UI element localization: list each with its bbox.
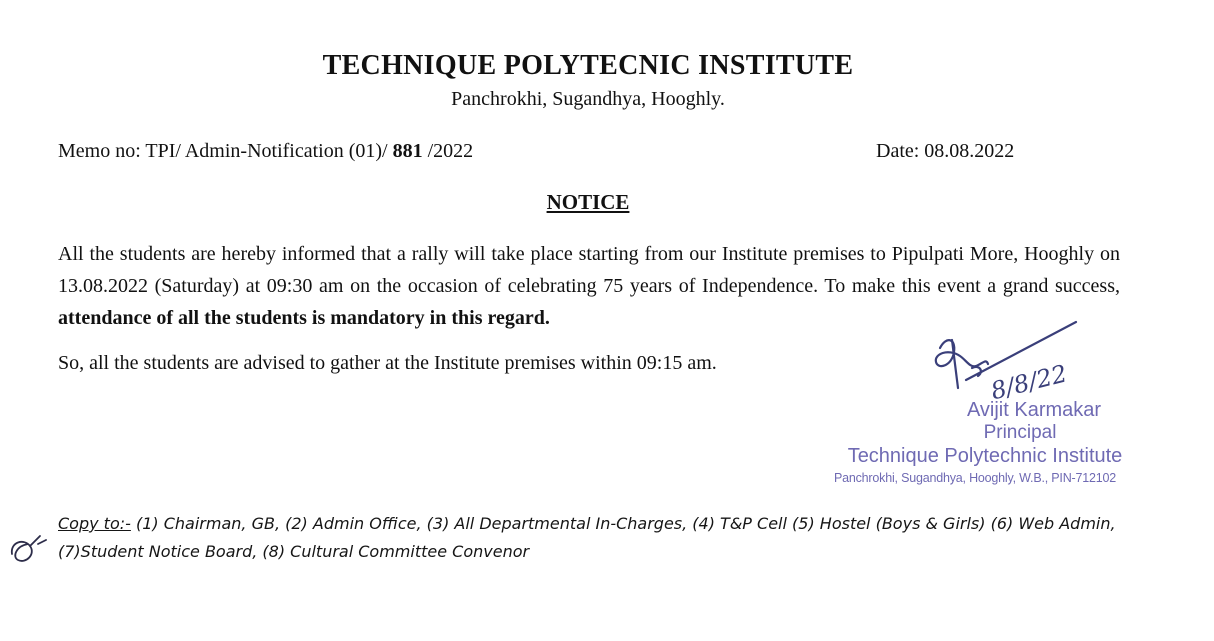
copy-to-label: Copy to:- <box>58 514 131 533</box>
copy-to-recipients: (1) Chairman, GB, (2) Admin Office, (3) All Departmental In-Charges, (4) T&P Cell (5) Hostel (Boys & Girls) (6) Web Admin, (7)Student Notice Board, (8) Cultural Committee Convenor <box>58 514 1116 561</box>
stamp-title: Principal <box>983 422 1057 443</box>
institute-address: Panchrokhi, Sugandhya, Hooghly. <box>451 88 725 110</box>
stamp-institute: Technique Polytechnic Institute <box>847 445 1123 467</box>
memo-suffix: /2022 <box>422 140 474 162</box>
signature-date: 8/8/22 <box>988 359 1070 406</box>
paragraph-1-emphasis: attendance of all the students is mandatory in this regard. <box>58 307 550 329</box>
handwritten-initials <box>6 530 52 570</box>
memo-number <box>58 140 473 163</box>
memo-number-value: 881 <box>392 140 423 162</box>
stamp-name: Avijit Karmakar <box>966 399 1102 421</box>
notice-heading: NOTICE <box>546 190 630 214</box>
stamp-address: Panchrokhi, Sugandhya, Hooghly, W.B., PIN-712102 <box>833 471 1116 485</box>
principal-signature <box>926 318 1086 410</box>
principal-stamp <box>790 398 1160 488</box>
institute-name: TECHNIQUE POLYTECNIC INSTITUTE <box>322 50 854 81</box>
notice-paragraph-2: So, all the students are advised to gather at the Institute premises within 09:15 am. <box>58 352 717 374</box>
notice-date: Date: 08.08.2022 <box>876 140 1015 162</box>
copy-to <box>58 510 1138 566</box>
memo-prefix: Memo no: TPI/ Admin-Notification (01)/ <box>58 140 393 162</box>
paragraph-1-text: All the students are hereby informed that a rally will take place starting from our Institute premises to Pipulpati More, Hooghly on 13.08.2022 (Saturday) at 09:30 am on the occasion of celebrating 75 years of Independence. To make this event a grand success, <box>58 243 1120 297</box>
